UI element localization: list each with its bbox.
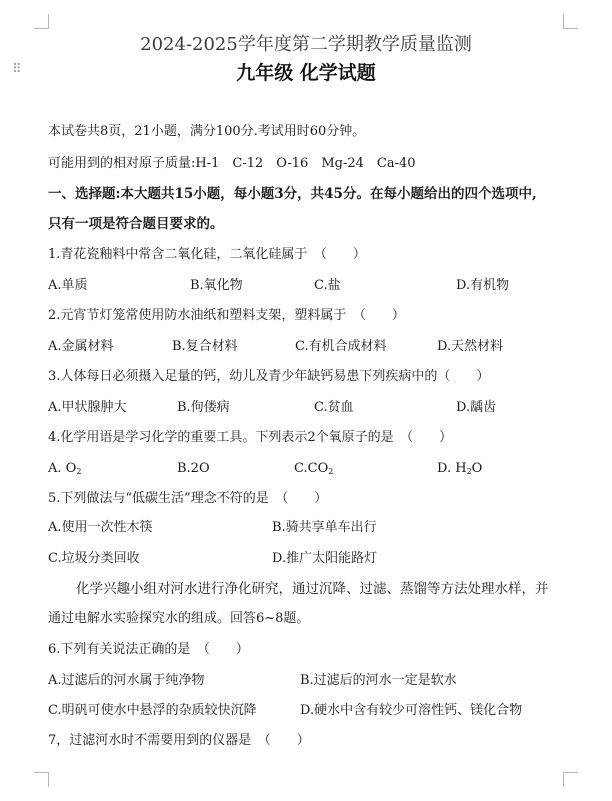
q2-option-b: B.复合材料 [172,339,238,354]
q2-option-d: D.天然材料 [437,339,504,354]
exam-title: 2024-2025学年度第二学期教学质量监测 [140,34,472,55]
q2-option-c: C.有机合成材料 [295,339,387,354]
q6-option-b: B.过滤后的河水一定是软水 [300,673,457,688]
q1-option-d: D.有机物 [456,278,510,293]
question-1-stem: 1.青花瓷釉料中常含二氧化硅，二氧化硅属于 （ ） [48,247,366,262]
q5-option-c: C.垃圾分类回收 [48,551,140,566]
atomic-mass-line: 可能用到的相对原子质量:H-1 C-12 O-16 Mg-24 Ca-40 [48,156,416,171]
question-2-stem: 2.元宵节灯笼常使用防水油纸和塑料支架，塑料属于 （ ） [48,308,405,323]
section-heading: 一、选择题:本大题共15小题，每小题3分，共45分。在每小题给出的四个选项中, [48,186,537,202]
intro-line: 本试卷共8页，21小题，满分100分.考试用时60分钟。 [48,124,366,139]
q3-option-d: D.龋齿 [456,400,497,415]
q2-option-a: A.金属材料 [48,339,114,354]
page-corner-mark [563,772,578,787]
page-corner-mark [563,14,578,29]
q3-option-c: C.贫血 [314,400,354,415]
exam-subtitle: 九年级 化学试题 [236,62,376,84]
page-corner-mark [34,14,49,29]
q5-option-d: D.推广太阳能路灯 [272,551,378,566]
q3-option-a: A.甲状腺肿大 [48,400,127,415]
q4-option-a: A. $O_2$ [48,461,82,476]
q4-option-b: B.2O [177,461,210,476]
q3-option-b: B.佝偻病 [177,400,230,415]
drag-handle-icon[interactable]: ⠿ [12,62,20,77]
question-7-stem: 7，过滤河水时不需要用到的仪器是 （ ） [48,733,310,748]
q4-option-c: $C.CO_2$ [294,461,334,476]
section-heading-cont: 只有一项是符合题目要求的。 [48,216,224,232]
q5-option-a: A.使用一次性木筷 [48,520,153,535]
q6-option-d: D.硬水中含有较少可溶性钙、镁化合物 [300,703,523,718]
q1-option-a: A.单质 [48,278,88,293]
q6-option-c: C.明矾可使水中悬浮的杂质较快沉降 [48,703,257,718]
question-6-stem: 6.下列有关说法正确的是 （ ） [48,642,249,657]
question-3-stem: 3.人体每日必须摄入足量的钙，幼儿及青少年缺钙易患下列疾病中的（ ） [48,369,490,384]
q6-option-a: A.过滤后的河水属于纯净物 [48,673,205,688]
q4-option-d: D. $H_2O$ [437,461,483,476]
passage-line-cont: 通过电解水实验探究水的组成。回答6~8题。 [48,611,310,626]
question-4-stem: 4.化学用语是学习化学的重要工具。下列表示2个氧原子的是 （ ） [48,430,453,445]
page-corner-mark [34,772,49,787]
q1-option-c: C.盐 [314,278,341,293]
q5-option-b: B.骑共享单车出行 [272,520,377,535]
question-5-stem: 5.下列做法与“低碳生活”理念不符的是 （ ） [48,491,328,506]
passage-line: 化学兴趣小组对河水进行净化研究，通过沉降、过滤、蒸馏等方法处理水样，并 [76,581,549,597]
q1-option-b: B.氧化物 [190,278,243,293]
